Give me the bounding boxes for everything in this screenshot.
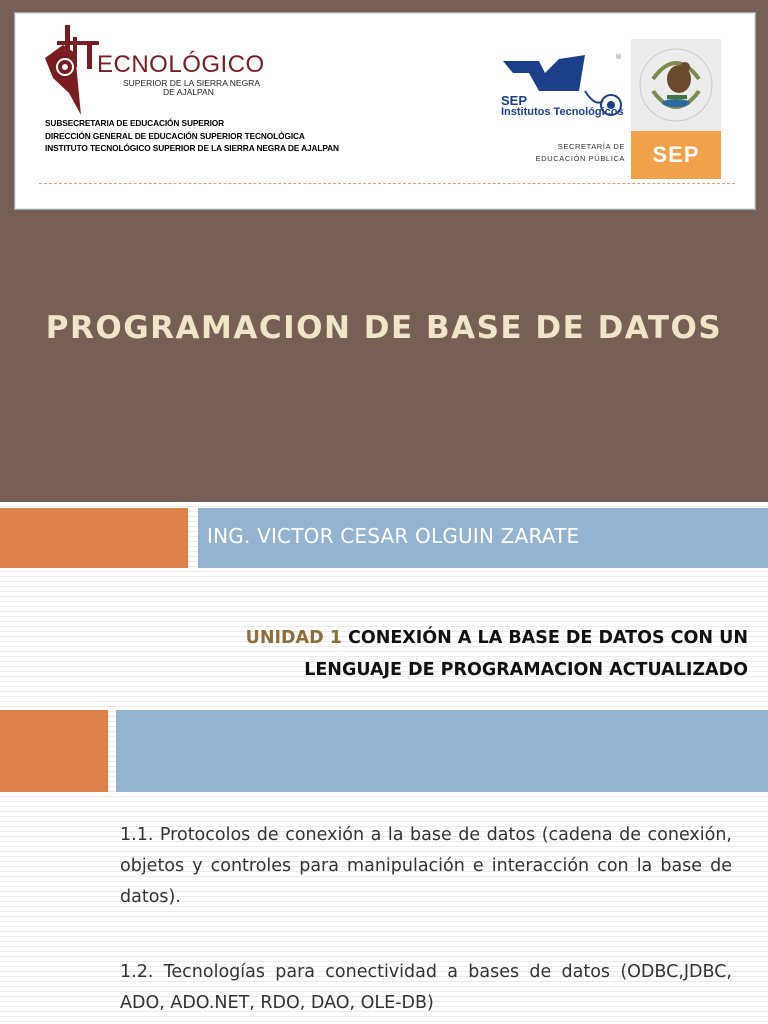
- secretaria-text: [525, 141, 625, 165]
- topic-paragraph: 1.2. Tecnologías para conectividad a bases de datos (ODBC,JDBC, ADO, ADO.NET, RDO, DAO, OLE-DB): [120, 962, 732, 1013]
- logo-subtitle-line1: SUPERIOR DE LA SIERRA NEGRA: [123, 78, 260, 88]
- unit-heading: [88, 622, 748, 686]
- content-slide: [0, 502, 768, 1024]
- unit-label: UNIDAD 1: [245, 628, 342, 648]
- secretaria-line1: SECRETARÍA DE: [557, 142, 625, 151]
- sep-label: SEP: [501, 93, 528, 108]
- secretaria-line2: EDUCACIÓN PÚBLICA: [535, 154, 625, 163]
- blue-accent-banner: [116, 710, 768, 792]
- tecnologico-emblem-icon: [45, 23, 105, 118]
- unit-title-part2: LENGUAJE DE PROGRAMACION ACTUALIZADO: [304, 660, 748, 680]
- teacher-name: ING. VICTOR CESAR OLGUIN ZARATE: [207, 524, 580, 548]
- header-divider: [39, 183, 735, 184]
- institution-header: [14, 12, 756, 210]
- institution-line: SUBSECRETARIA DE EDUCACIÓN SUPERIOR: [45, 118, 225, 128]
- logo-word: ECNOLÓGICO: [97, 51, 265, 78]
- slide-title: PROGRAMACION DE BASE DE DATOS: [45, 310, 723, 346]
- logo-subtitle-line2: DE AJALPAN: [163, 87, 214, 97]
- mexican-eagle-crest-icon: [631, 39, 721, 131]
- institution-line: INSTITUTO TECNOLÓGICO SUPERIOR DE LA SIERRA NEGRA DE AJALPAN: [45, 143, 339, 153]
- crest-background: [631, 39, 721, 131]
- orange-accent-bar: [0, 508, 188, 568]
- tecnologico-logo: [45, 23, 275, 118]
- orange-accent-square: [0, 710, 108, 792]
- unit-title-part1: CONEXIÓN A LA BASE DE DATOS CON UN: [347, 628, 748, 648]
- institution-lines: [45, 117, 339, 155]
- sep-text: [501, 93, 624, 118]
- sep-crest-logo: [631, 39, 721, 179]
- institution-line: DIRECCIÓN GENERAL DE EDUCACIÓN SUPERIOR TECNOLÓGICA: [45, 130, 305, 141]
- title-slide: [0, 0, 768, 502]
- sep-subtitle: Institutos Tecnológicos: [501, 106, 624, 118]
- registered-mark: ®: [615, 53, 622, 61]
- topic-paragraph: 1.1. Protocolos de conexión a la base de datos (cadena de conexión, objetos y controles para manipulación e interacción con la base de datos).: [120, 825, 732, 907]
- crest-caption: SEP: [631, 131, 721, 179]
